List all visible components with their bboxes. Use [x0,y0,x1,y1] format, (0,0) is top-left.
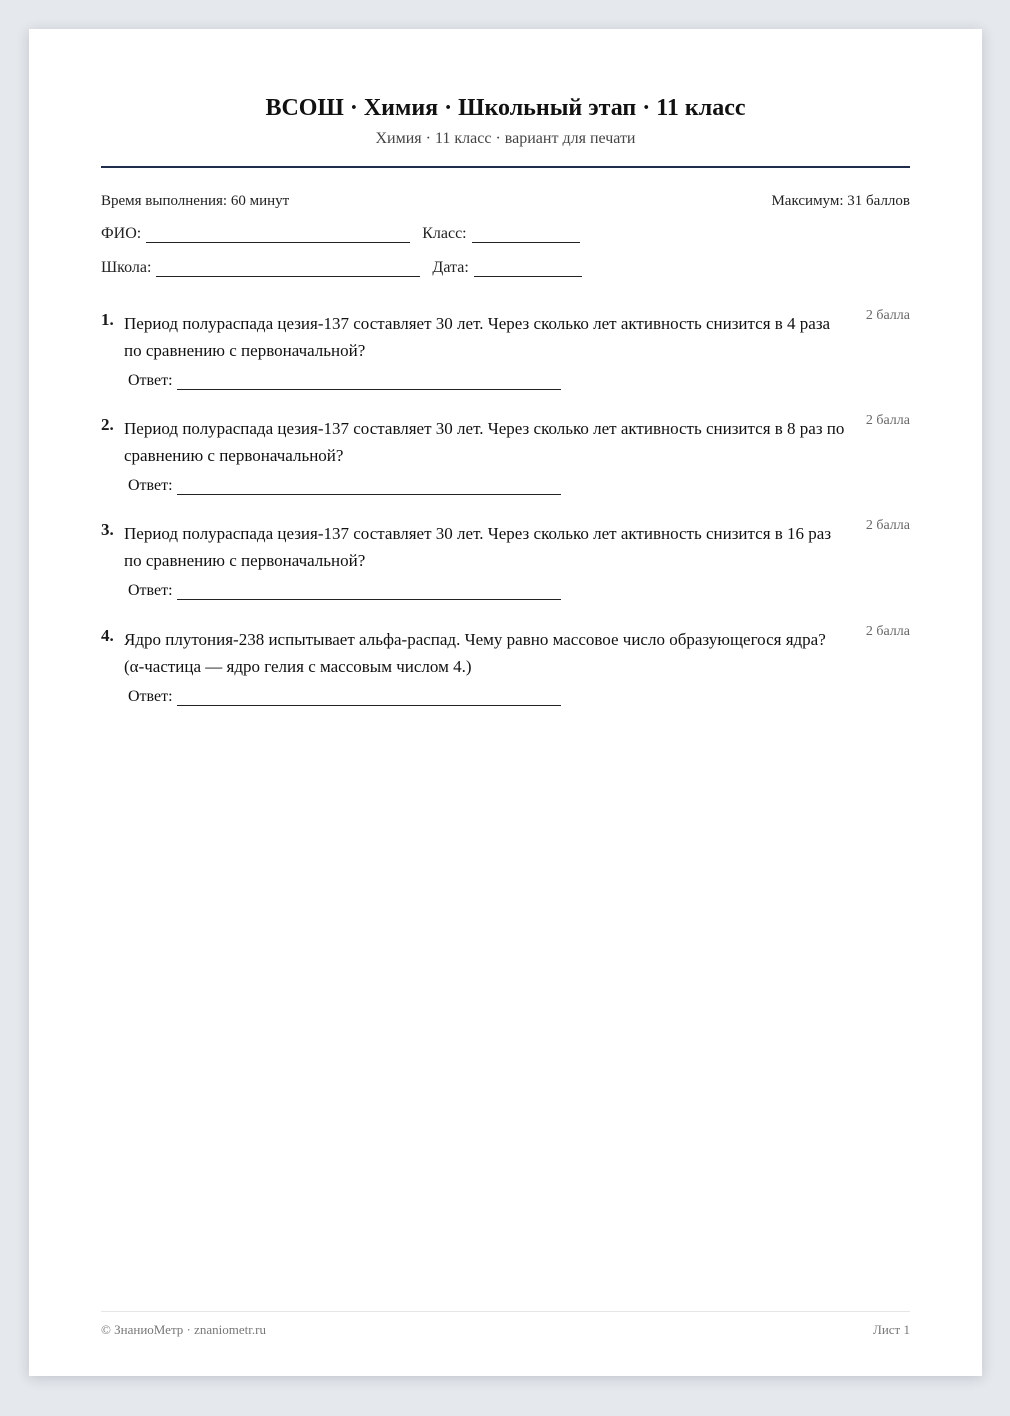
answer-label: Ответ: [128,688,173,705]
question-text: Период полураспада цезия-137 составляет 30 лет. Через сколько лет активность снизится в 16 раз по сравнению с первоначальной? [124,524,832,570]
class-blank-line [472,226,580,243]
question-points: 2 балла [865,308,910,323]
question-text: Период полураспада цезия-137 составляет 30 лет. Через сколько лет активность снизится в 4 раза по сравнению с первоначальной? [124,314,831,360]
question-points: 2 балла [865,518,910,533]
date-label: Дата: [432,259,469,276]
answer-row [128,688,561,706]
answer-row [128,477,561,495]
answer-row [128,372,561,390]
footer-page-number: Лист 1 [873,1322,910,1337]
question-number: 3. [101,520,114,539]
page-title: ВСОШ · Химия · Школьный этап · 11 класс [265,95,746,121]
answer-row [128,582,561,600]
max-score: Максимум: 31 баллов [771,193,910,209]
header-divider [101,166,910,168]
question-points: 2 балла [865,413,910,428]
question-number: 1. [101,310,114,329]
question-points: 2 балла [865,624,910,639]
question-text: Период полураспада цезия-137 составляет 30 лет. Через сколько лет активность снизится в 8 раз по сравнению с первоначальной? [124,419,845,465]
class-label: Класс: [422,225,467,242]
question-number: 4. [101,626,114,645]
answer-blank-line [177,583,561,600]
footer-copyright: © ЗнаниоМетр · znaniometr.ru [101,1322,266,1337]
question-number: 2. [101,415,114,434]
school-label: Школа: [101,259,152,276]
question-text: Ядро плутония-238 испытывает альфа-распад. Чему равно массовое число образующегося ядра? (α-частица — ядро гелия с массовым числом 4.) [124,630,826,676]
date-blank-line [474,260,582,277]
answer-blank-line [177,689,561,706]
field-row-school-date [101,259,594,277]
document-page [29,29,982,1376]
fio-blank-line [146,226,410,243]
page-subtitle: Химия · 11 класс · вариант для печати [375,130,636,147]
answer-label: Ответ: [128,372,173,389]
answer-label: Ответ: [128,582,173,599]
time-limit: Время выполнения: 60 минут [101,193,290,209]
answer-blank-line [177,478,561,495]
answer-label: Ответ: [128,477,173,494]
field-row-fio-class [101,225,592,243]
footer-divider [101,1311,910,1312]
school-blank-line [156,260,420,277]
fio-label: ФИО: [101,225,142,242]
answer-blank-line [177,373,561,390]
